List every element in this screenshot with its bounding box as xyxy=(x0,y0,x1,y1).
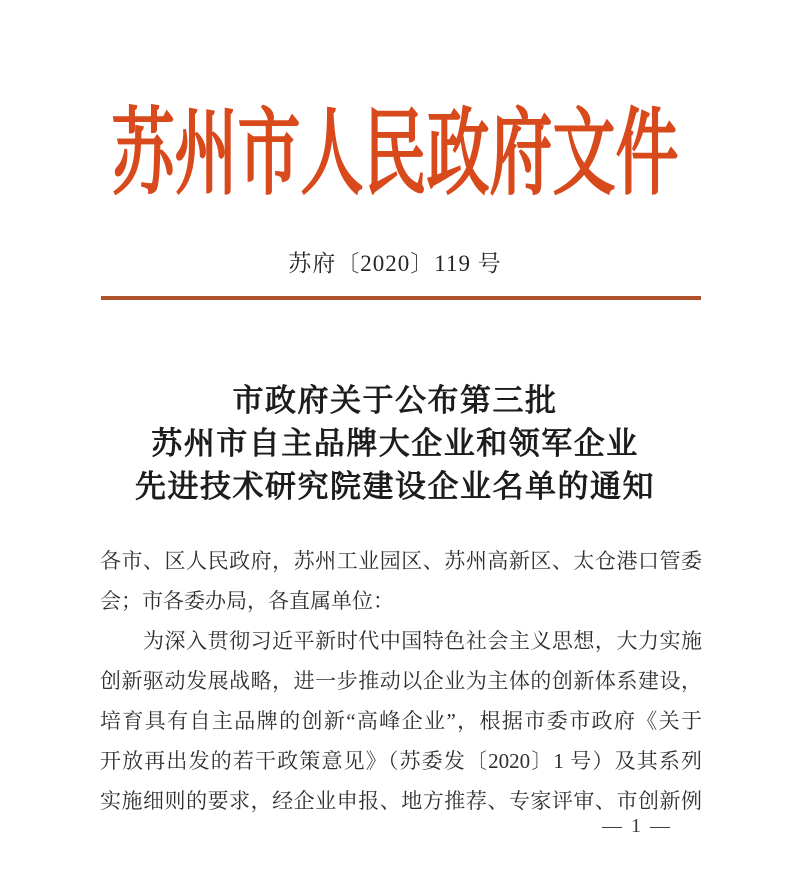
page-number: — 1 — xyxy=(602,815,672,837)
document-number: 苏府〔2020〕119 号 xyxy=(288,251,502,276)
agency-header xyxy=(0,93,790,206)
paragraph-line: 培育具有自主品牌的创新“高峰企业”，根据市委市政府《关于 xyxy=(100,709,702,733)
addressee-line: 各市、区人民政府，苏州工业园区、苏州高新区、太仓港口管委 xyxy=(100,549,702,573)
paragraph-line: 为深入贯彻习近平新时代中国特色社会主义思想，大力实施 xyxy=(100,629,702,653)
document-title xyxy=(0,379,790,508)
document-title-line: 苏州市自主品牌大企业和领军企业 xyxy=(151,426,639,461)
document-title-line: 先进技术研究院建设企业名单的通知 xyxy=(135,469,655,504)
agency-header-title: 苏州市人民政府文件 xyxy=(111,100,679,206)
document-body xyxy=(100,541,702,821)
document-title-line: 市政府关于公布第三批 xyxy=(232,383,558,418)
paragraph-line: 创新驱动发展战略，进一步推动以企业为主体的创新体系建设， xyxy=(100,669,702,693)
red-divider-line xyxy=(101,296,701,300)
paragraph-line: 实施细则的要求，经企业申报、地方推荐、专家评审、市创新例 xyxy=(100,789,702,813)
addressee-line: 会；市各委办局，各直属单位： xyxy=(100,589,394,613)
paragraph-line: 开放再出发的若干政策意见》（苏委发〔2020〕1 号）及其系列 xyxy=(100,749,702,773)
